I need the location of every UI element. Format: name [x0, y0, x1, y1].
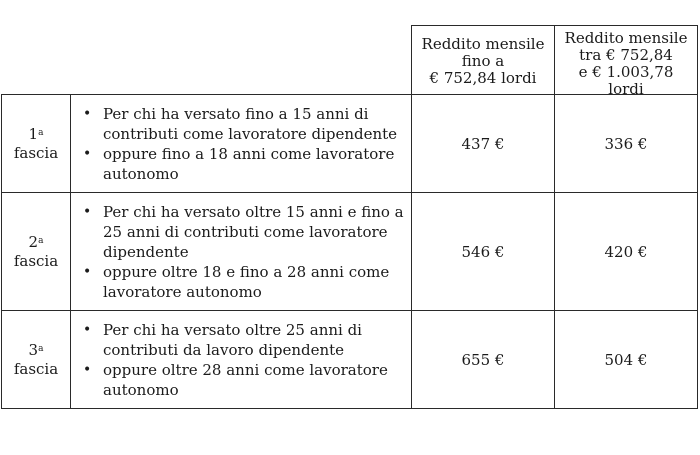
amount-cell: 546 €	[412, 193, 555, 311]
band-number: 1	[28, 124, 39, 143]
criteria-item: • oppure oltre 18 e fino a 28 anni come lavoratore autonomo	[83, 262, 411, 302]
header-cell-income-up-to	[412, 26, 555, 95]
table-row	[2, 193, 698, 311]
header-line: Reddito mensile	[564, 29, 688, 47]
header-cell-income-between	[555, 26, 698, 95]
band-cell	[2, 95, 71, 193]
table-row	[2, 95, 698, 193]
amount-cell: 504 €	[555, 311, 698, 409]
header-line: € 752,84 lordi	[429, 69, 537, 87]
band-ordinal: a	[38, 235, 44, 246]
band-word: fascia	[13, 251, 59, 270]
band-ordinal: a	[38, 343, 44, 354]
benefit-table	[1, 25, 698, 409]
amount-cell: 336 €	[555, 95, 698, 193]
criteria-cell	[71, 193, 412, 311]
header-row	[2, 26, 698, 95]
header-empty-cell	[2, 26, 412, 95]
band-word: fascia	[13, 143, 59, 162]
band-number: 3	[28, 340, 39, 359]
amount-cell: 437 €	[412, 95, 555, 193]
band-cell	[2, 193, 71, 311]
band-cell	[2, 311, 71, 409]
header-line: lordi	[608, 80, 644, 94]
header-line: e € 1.003,78	[578, 63, 674, 81]
amount-cell: 420 €	[555, 193, 698, 311]
band-number: 2	[28, 232, 39, 251]
criteria-cell	[71, 311, 412, 409]
criteria-item: • oppure fino a 18 anni come lavoratore autonomo	[83, 144, 411, 184]
header-line: fino a	[461, 52, 505, 70]
header-line: Reddito mensile	[421, 35, 545, 53]
band-ordinal: a	[38, 127, 44, 138]
table-row	[2, 311, 698, 409]
amount-cell: 655 €	[412, 311, 555, 409]
criteria-item: • oppure oltre 28 anni come lavoratore autonomo	[83, 360, 411, 400]
header-line: tra € 752,84	[579, 46, 673, 64]
criteria-item: • Per chi ha versato oltre 25 anni di contributi da lavoro dipendente	[83, 320, 411, 360]
criteria-item: • Per chi ha versato oltre 15 anni e fino a 25 anni di contributi come lavoratore dipendente	[83, 202, 411, 262]
criteria-item: • Per chi ha versato fino a 15 anni di contributi come lavoratore dipendente	[83, 104, 411, 144]
criteria-cell	[71, 95, 412, 193]
band-word: fascia	[13, 359, 59, 378]
